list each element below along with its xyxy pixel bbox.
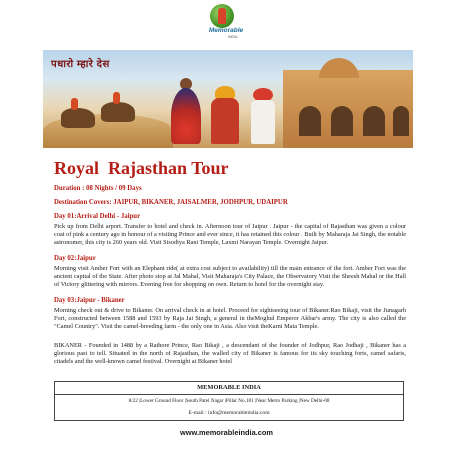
fort-arch	[299, 106, 321, 136]
fort-dome	[319, 58, 359, 78]
logo-name: Memorable	[208, 27, 244, 34]
company-email[interactable]: E-mail : info@memorableindia.com	[188, 410, 270, 416]
destinations: Destination Covers: JAIPUR, BIKANER, JAISALMER, JODHPUR, UDAIPUR	[54, 199, 288, 206]
camel-icon	[61, 108, 95, 128]
camel-rider	[71, 98, 78, 110]
company-logo	[198, 4, 254, 48]
fort-arch	[363, 106, 385, 136]
company-name: MEMORABLE INDIA	[197, 384, 261, 391]
camel-rider	[113, 92, 120, 104]
camel-icon	[101, 102, 135, 122]
contact-box	[54, 381, 404, 421]
website-link[interactable]: www.memorableindia.com	[180, 428, 273, 437]
folk-musician	[251, 100, 275, 144]
day-2-heading: Day 02:Jaipur	[54, 255, 96, 262]
day-2-text: Morning visit Amber Fort with an Elephant ride( at extra cost subject to availability) till the main entrance of the fort. Amber Fort was the ancient capital of the State. After photo stop at Jal Mahal, Visit Maharaja's City Palace, the Observatory Visit the Sheesh Mahal or the Hall of Victory glittering with mirrors. Evening free for shopping on own. Return to hotel for the overnight stay.	[54, 265, 406, 288]
traveler-icon	[218, 8, 226, 24]
logo-sub: INDIA	[228, 35, 238, 39]
fort-arch	[331, 106, 353, 136]
day-1-heading: Day 01:Arrival Delhi - Jaipur	[54, 213, 141, 220]
folk-musician	[211, 98, 239, 144]
company-address: 8/22 |Lower Ground Floor |South Patel Nagar |Pillar No.181 |Near Metro Parking |New Delhi-08	[128, 398, 330, 404]
rajasthan-banner-image	[43, 50, 413, 148]
day-1-text: Pick up from Delhi arport. Transfer to hotel and check in. Afternoon tour of Jaipur . Jaipur - the capital of Rajasthan was given a colour coat of pink a century ago in honour of a visiting Prince and ever since, it has retained this colour . Built by Maharaja Jai Singh, the notable astronomer, this city is 260 years old. Visit Sisodiya Rani Temple, Laxmi Narayan Temple. Overnight Jaipur.	[54, 223, 406, 246]
divider	[55, 394, 403, 395]
day-3-heading: Day 03:Jaipur - Bikaner	[54, 297, 125, 304]
duration: Duration : 08 Nights / 09 Days	[54, 185, 142, 192]
fort-arch	[393, 106, 409, 136]
tour-title: Royal Rajasthan Tour	[54, 158, 229, 178]
banner-tagline: पधारो म्हारे देस	[51, 59, 110, 70]
bikaner-text: BIKANER - Founded in 1488 by a Rathore Prince, Rao Bikaji , a descendant of the founder of Jodhpur, Rao Jodhaji , Bikaner has a glorious past to tell. Situated in the north of Rajasthan, the walled city of Bikaner is famous for its sky touching forts, camel safaris, citadels and the well-known camel festival. Overnight at Bikaner hotel	[54, 342, 406, 365]
folk-dancer	[171, 88, 201, 144]
day-3-text: Morning check out & drive to Bikaner. On arrival check in at hotel. Proceed for sightseeing tour of Bikaner.Rao Bikaji, visit the Junagarh Fort, constructed between 1588 and 1593 by Raja Jai Singh, a general in theMoghul Emperor Akbar's army. The city is also called the "Camel Country". Visit the camel-breeding farm - the only one in Asia. Also visit theKarni Mata Temple.	[54, 307, 406, 330]
